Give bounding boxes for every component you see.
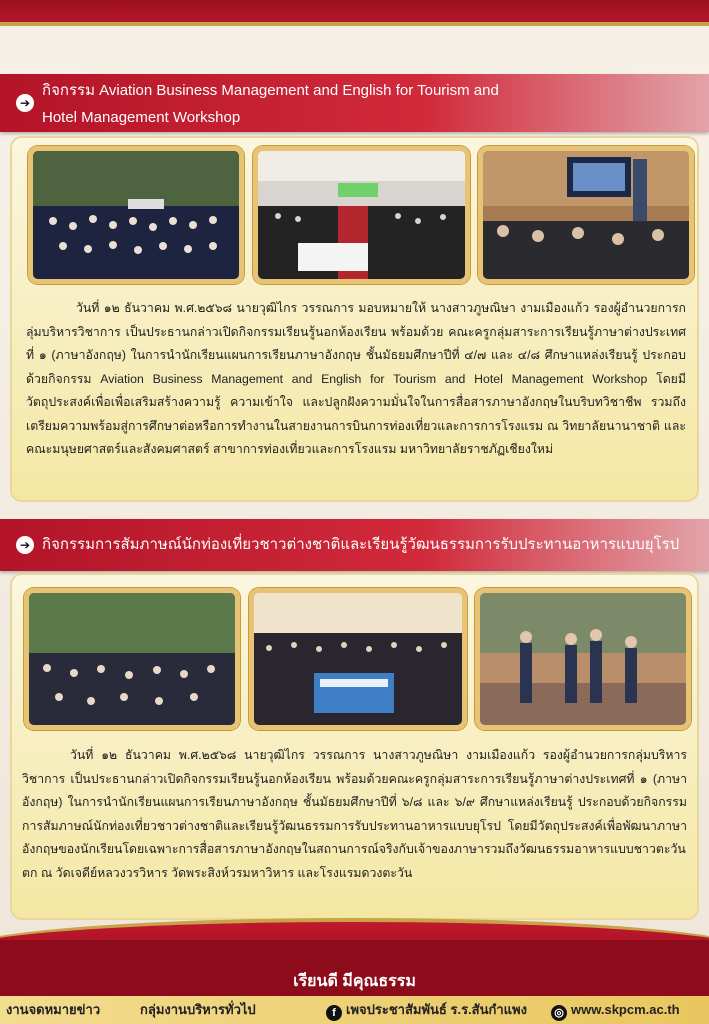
section1-paragraph: วันที่ ๑๒ ธันวาคม พ.ศ.๒๕๖๘ นายวุฒิไกร วรรณการ มอบหมายให้ นางสาวภูษณิษา งามเมืองแก้ว รองผู้อำนวยการกลุ่มบริหารวิชาการ เป็นประธานกล่าวเปิดกิจกรรมเรียนรู้นอกห้องเรียน พร้อมด้วย คณะครูกลุ่มสาระการเรียนรู้ภาษาต่างประเทศที่ ๑ (ภาษาอังกฤษ) ในการนำนักเรียนแผนการเรียนภาษาอังกฤษ ชั้นมัธยมศึกษาปีที่ ๔/๗ และ ๔/๘ ศึกษาแหล่งเรียนรู้ ประกอบด้วยกิจกรรม Aviation Business Management and English for Tourism and Hotel Management Workshop โดยมีวัตถุประสงค์เพื่อเพื่อเสริมสร้างความรู้ ความเข้าใจ และปลูกฝังความมั่นใจในการสื่อสารภาษาอังกฤษในบริบทวิชาชีพ รวมถึงเตรียมความพร้อมสู่การศึกษาต่อหรือการทำงานในสายงานการบินการท่องเที่ยวและการการโรงแรม ณ วิทยาลัยนานาชาติ และคณะมนุษยศาสตร์และสังคมศาสตร์ สาขาการท่องเที่ยวและการโรงแรม มหาวิทยาลัยราชภัฏเชียงใหม่ — [26, 301, 686, 457]
facebook-link[interactable] — [326, 1000, 527, 1021]
section2-header — [0, 519, 709, 571]
photo-interview-temple — [475, 588, 691, 730]
section2-paragraph: วันที่ ๑๒ ธันวาคม พ.ศ.๒๕๖๘ นายวุฒิไกร วรรณการ นางสาวภูษณิษา งามเมืองแก้ว รองผู้อำนวยการกลุ่มบริหารวิชาการ เป็นประธานกล่าวเปิดกิจกรรมเรียนรู้นอกห้องเรียน พร้อมด้วยคณะครูกลุ่มสาระการเรียนรู้ภาษาต่างประเทศที่ ๑ (ภาษาอังกฤษ) ในการนำนักเรียนแผนการเรียนภาษาอังกฤษ ชั้นมัธยมศึกษาปีที่ ๖/๘ และ ๖/๙ ศึกษาแหล่งเรียนรู้ ประกอบด้วยกิจกรรมการสัมภาษณ์นักท่องเที่ยวชาวต่างชาติและเรียนรู้วัฒนธรรมการรับประทานอาหารแบบยุโรป โดยมีวัตถุประสงค์เพื่อพัฒนาภาษาอังกฤษของนักเรียนโดยเฉพาะการสื่อสารภาษาอังกฤษในสถานการณ์จริงกับเจ้าของภาษารวมถึงวัฒนธรรมอาหารแบบชาวตะวันตก ณ วัดเจดีย์หลวงวรวิหาร วัดพระสิงห์วรมหาวิหาร และโรงแรมดวงตะวัน — [22, 748, 687, 880]
facebook-page-name: เพจประชาสัมพันธ์ ร.ร.สันกำแพง — [346, 1002, 527, 1017]
photo-seminar-hall — [253, 146, 470, 284]
section1-title-line2: Hotel Management Workshop — [42, 109, 241, 126]
section1-title-line1: กิจกรรม Aviation Business Management and English for Tourism and — [42, 82, 499, 99]
photo-students-garden — [24, 588, 240, 730]
section1-title — [42, 77, 642, 131]
arrow-right-icon: ➔ — [16, 94, 34, 112]
top-decorative-curve — [0, 22, 709, 74]
newsletter-label: งานจดหมายข่าว — [6, 1002, 101, 1017]
footer-info-bar — [0, 996, 709, 1024]
section1-header — [0, 74, 709, 132]
section2-title: กิจกรรมการสัมภาษณ์นักท่องเที่ยวชาวต่างชาติและเรียนรู้วัฒนธรรมการรับประทานอาหารแบบยุโรป — [42, 536, 680, 553]
website-url: www.skpcm.ac.th — [571, 1002, 680, 1017]
photo-western-culture-banner — [249, 588, 467, 730]
arrow-right-icon: ➔ — [16, 536, 34, 554]
photo-presentation-screen — [478, 146, 694, 284]
website-link[interactable] — [551, 1000, 680, 1021]
facebook-icon: f — [326, 1005, 342, 1021]
school-motto: เรียนดี มีคุณธรรม — [293, 973, 416, 990]
photo-group-outdoor — [28, 146, 244, 284]
globe-icon: ◎ — [551, 1005, 567, 1021]
department-label: กลุ่มงานบริหารทั่วไป — [140, 1002, 256, 1017]
